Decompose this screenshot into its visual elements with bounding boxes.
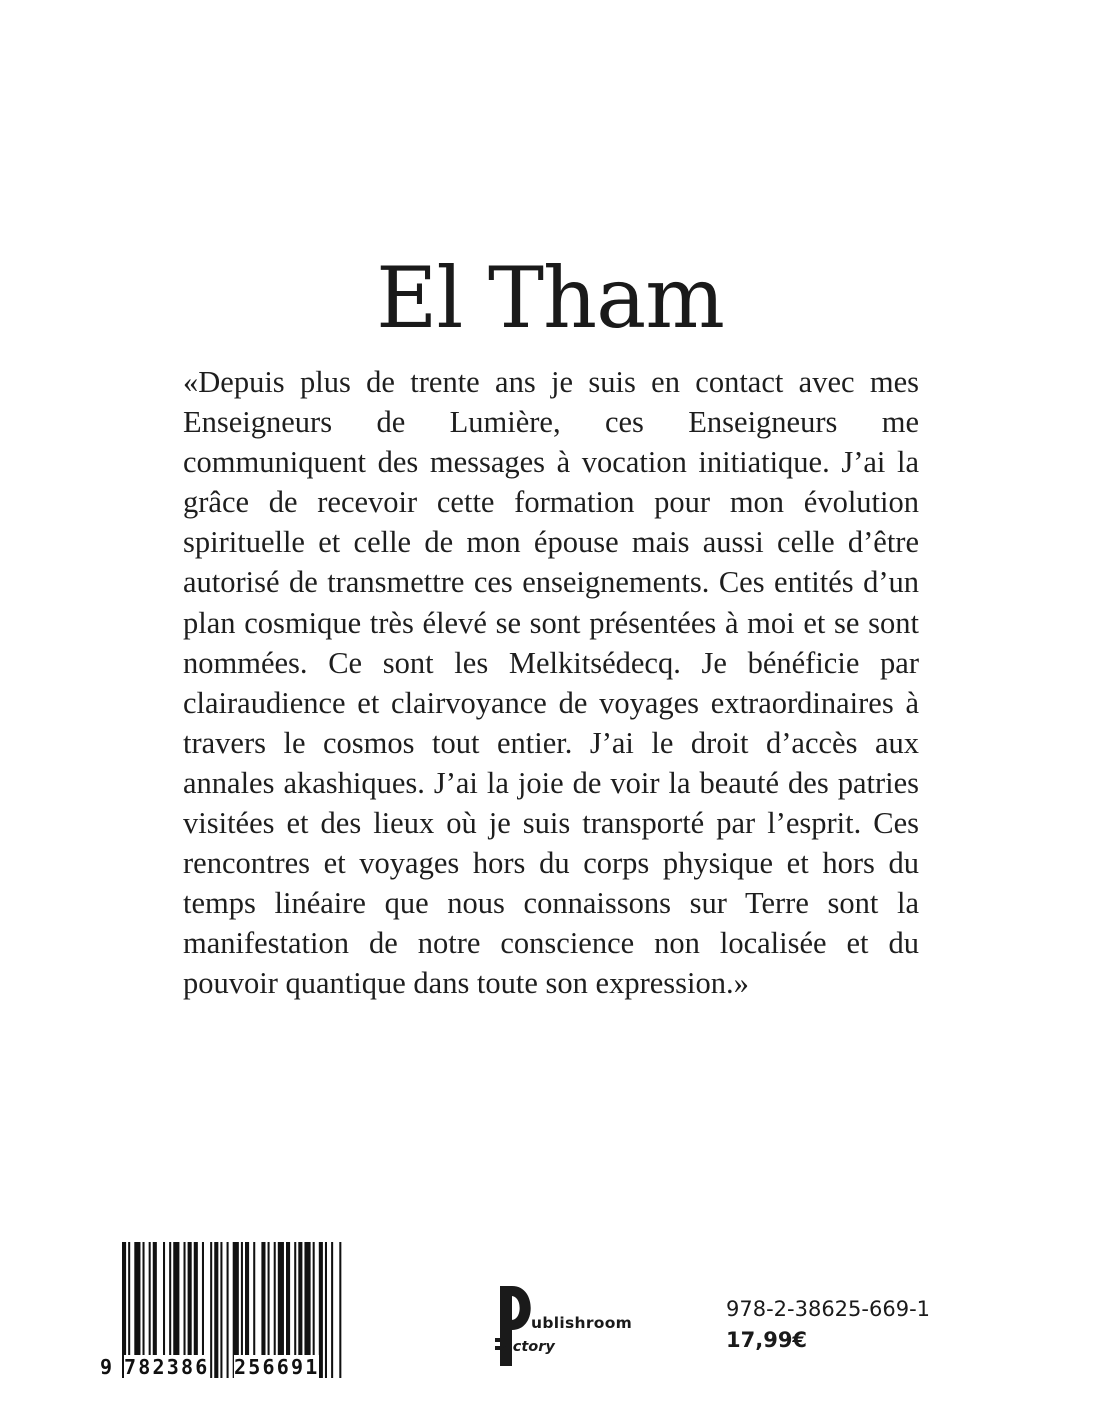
isbn-barcode [100, 1242, 345, 1380]
book-blurb: «Depuis plus de trente ans je suis en contact avec mes Enseigneurs de Lumière, ces Enseigneurs me communiquent des messages à vocation initiatique. J’ai la grâce de recevoir cette formation pour mon évolution spirituelle et celle de mon épouse mais aussi celle d’être autorisé de transmettre ces enseignements. Ces entités d’un plan cosmique très élevé se sont présentées à moi et se sont nommées. Ce sont les Melkitsédecq. Je bénéficie par clairaudience et clairvoyance de voyages extraordinaires à travers le cosmos tout entier. J’ai le droit d’accès aux annales akashiques. J’ai la joie de voir la beauté des patries visitées et des lieux où je suis transporté par l’esprit. Ces rencontres et voyages hors du corps physique et hors du temps linéaire que nous connaissons sur Terre sont la manifestation de notre conscience non localisée et du pouvoir quantique dans toute son expression.» [183, 365, 919, 1001]
price-text: 17,99€ [726, 1328, 808, 1352]
book-title: El Tham [376, 249, 724, 348]
barcode-digit-lead: 9 [100, 1355, 113, 1379]
publisher-name-line2: actory [503, 1339, 555, 1355]
barcode-digits [100, 1355, 345, 1380]
barcode-digits-left: 782386 [124, 1355, 210, 1379]
publisher-logo [495, 1286, 645, 1366]
isbn-text: 978-2-38625-669-1 [726, 1297, 931, 1321]
publisher-name-line1: ublishroom [531, 1314, 633, 1332]
book-info [726, 1294, 986, 1356]
barcode-digits-right: 256691 [234, 1355, 320, 1379]
